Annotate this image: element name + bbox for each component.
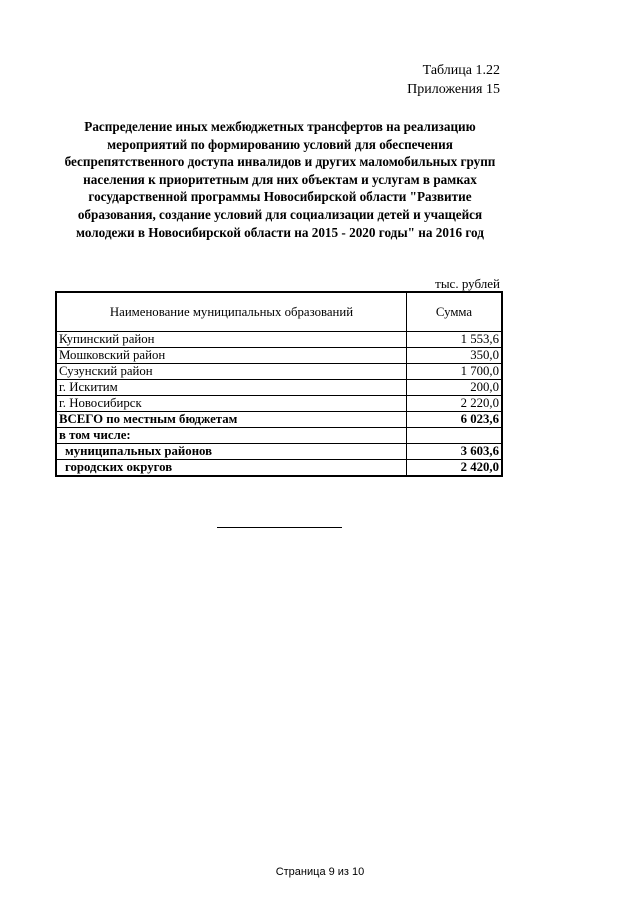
row-name: Купинский район xyxy=(56,332,407,348)
row-name: г. Искитим xyxy=(56,380,407,396)
subtotal-heading-sum xyxy=(407,428,503,444)
page-footer: Страница 9 из 10 xyxy=(275,866,365,878)
row-sum: 2 220,0 xyxy=(407,396,503,412)
table-reference: Таблица 1.22 xyxy=(422,63,500,78)
row-name: Сузунский район xyxy=(56,364,407,380)
separator-line xyxy=(217,527,342,528)
subtotal-row xyxy=(56,460,502,477)
appendix-reference: Приложения 15 xyxy=(407,82,500,97)
transfers-table xyxy=(55,291,503,477)
table-row xyxy=(56,348,502,364)
total-row xyxy=(56,412,502,428)
table-header-row xyxy=(56,292,502,332)
table-row xyxy=(56,332,502,348)
units-label: тыс. рублей xyxy=(435,276,500,291)
subtotal-heading-row xyxy=(56,428,502,444)
subtotal-row xyxy=(56,444,502,460)
subtotal-label: муниципальных районов xyxy=(56,444,407,460)
row-name: г. Новосибирск xyxy=(56,396,407,412)
row-sum: 1 553,6 xyxy=(407,332,503,348)
row-sum: 350,0 xyxy=(407,348,503,364)
subtotal-sum: 2 420,0 xyxy=(407,460,503,477)
subtotal-sum: 3 603,6 xyxy=(407,444,503,460)
column-header-sum: Сумма xyxy=(407,292,503,332)
row-sum: 1 700,0 xyxy=(407,364,503,380)
total-label: ВСЕГО по местным бюджетам xyxy=(56,412,407,428)
document-title: Распределение иных межбюджетных трансфертов на реализацию мероприятий по формированию условий для обеспечения беспрепятственного доступа инвалидов и других маломобильных групп населения к приоритетным для них объектам и услугам в рамках государственной программы Новосибирской области "Развитие образования, создание условий для социализации детей и учащейся молодежи в Новосибирской области на 2015 - 2020 годы" на 2016 год xyxy=(64,119,496,240)
row-sum: 200,0 xyxy=(407,380,503,396)
subtotal-heading: в том числе: xyxy=(56,428,407,444)
table-row xyxy=(56,364,502,380)
table-row xyxy=(56,380,502,396)
table-row xyxy=(56,396,502,412)
total-sum: 6 023,6 xyxy=(407,412,503,428)
column-header-name: Наименование муниципальных образований xyxy=(56,292,407,332)
subtotal-label: городских округов xyxy=(56,460,407,477)
row-name: Мошковский район xyxy=(56,348,407,364)
